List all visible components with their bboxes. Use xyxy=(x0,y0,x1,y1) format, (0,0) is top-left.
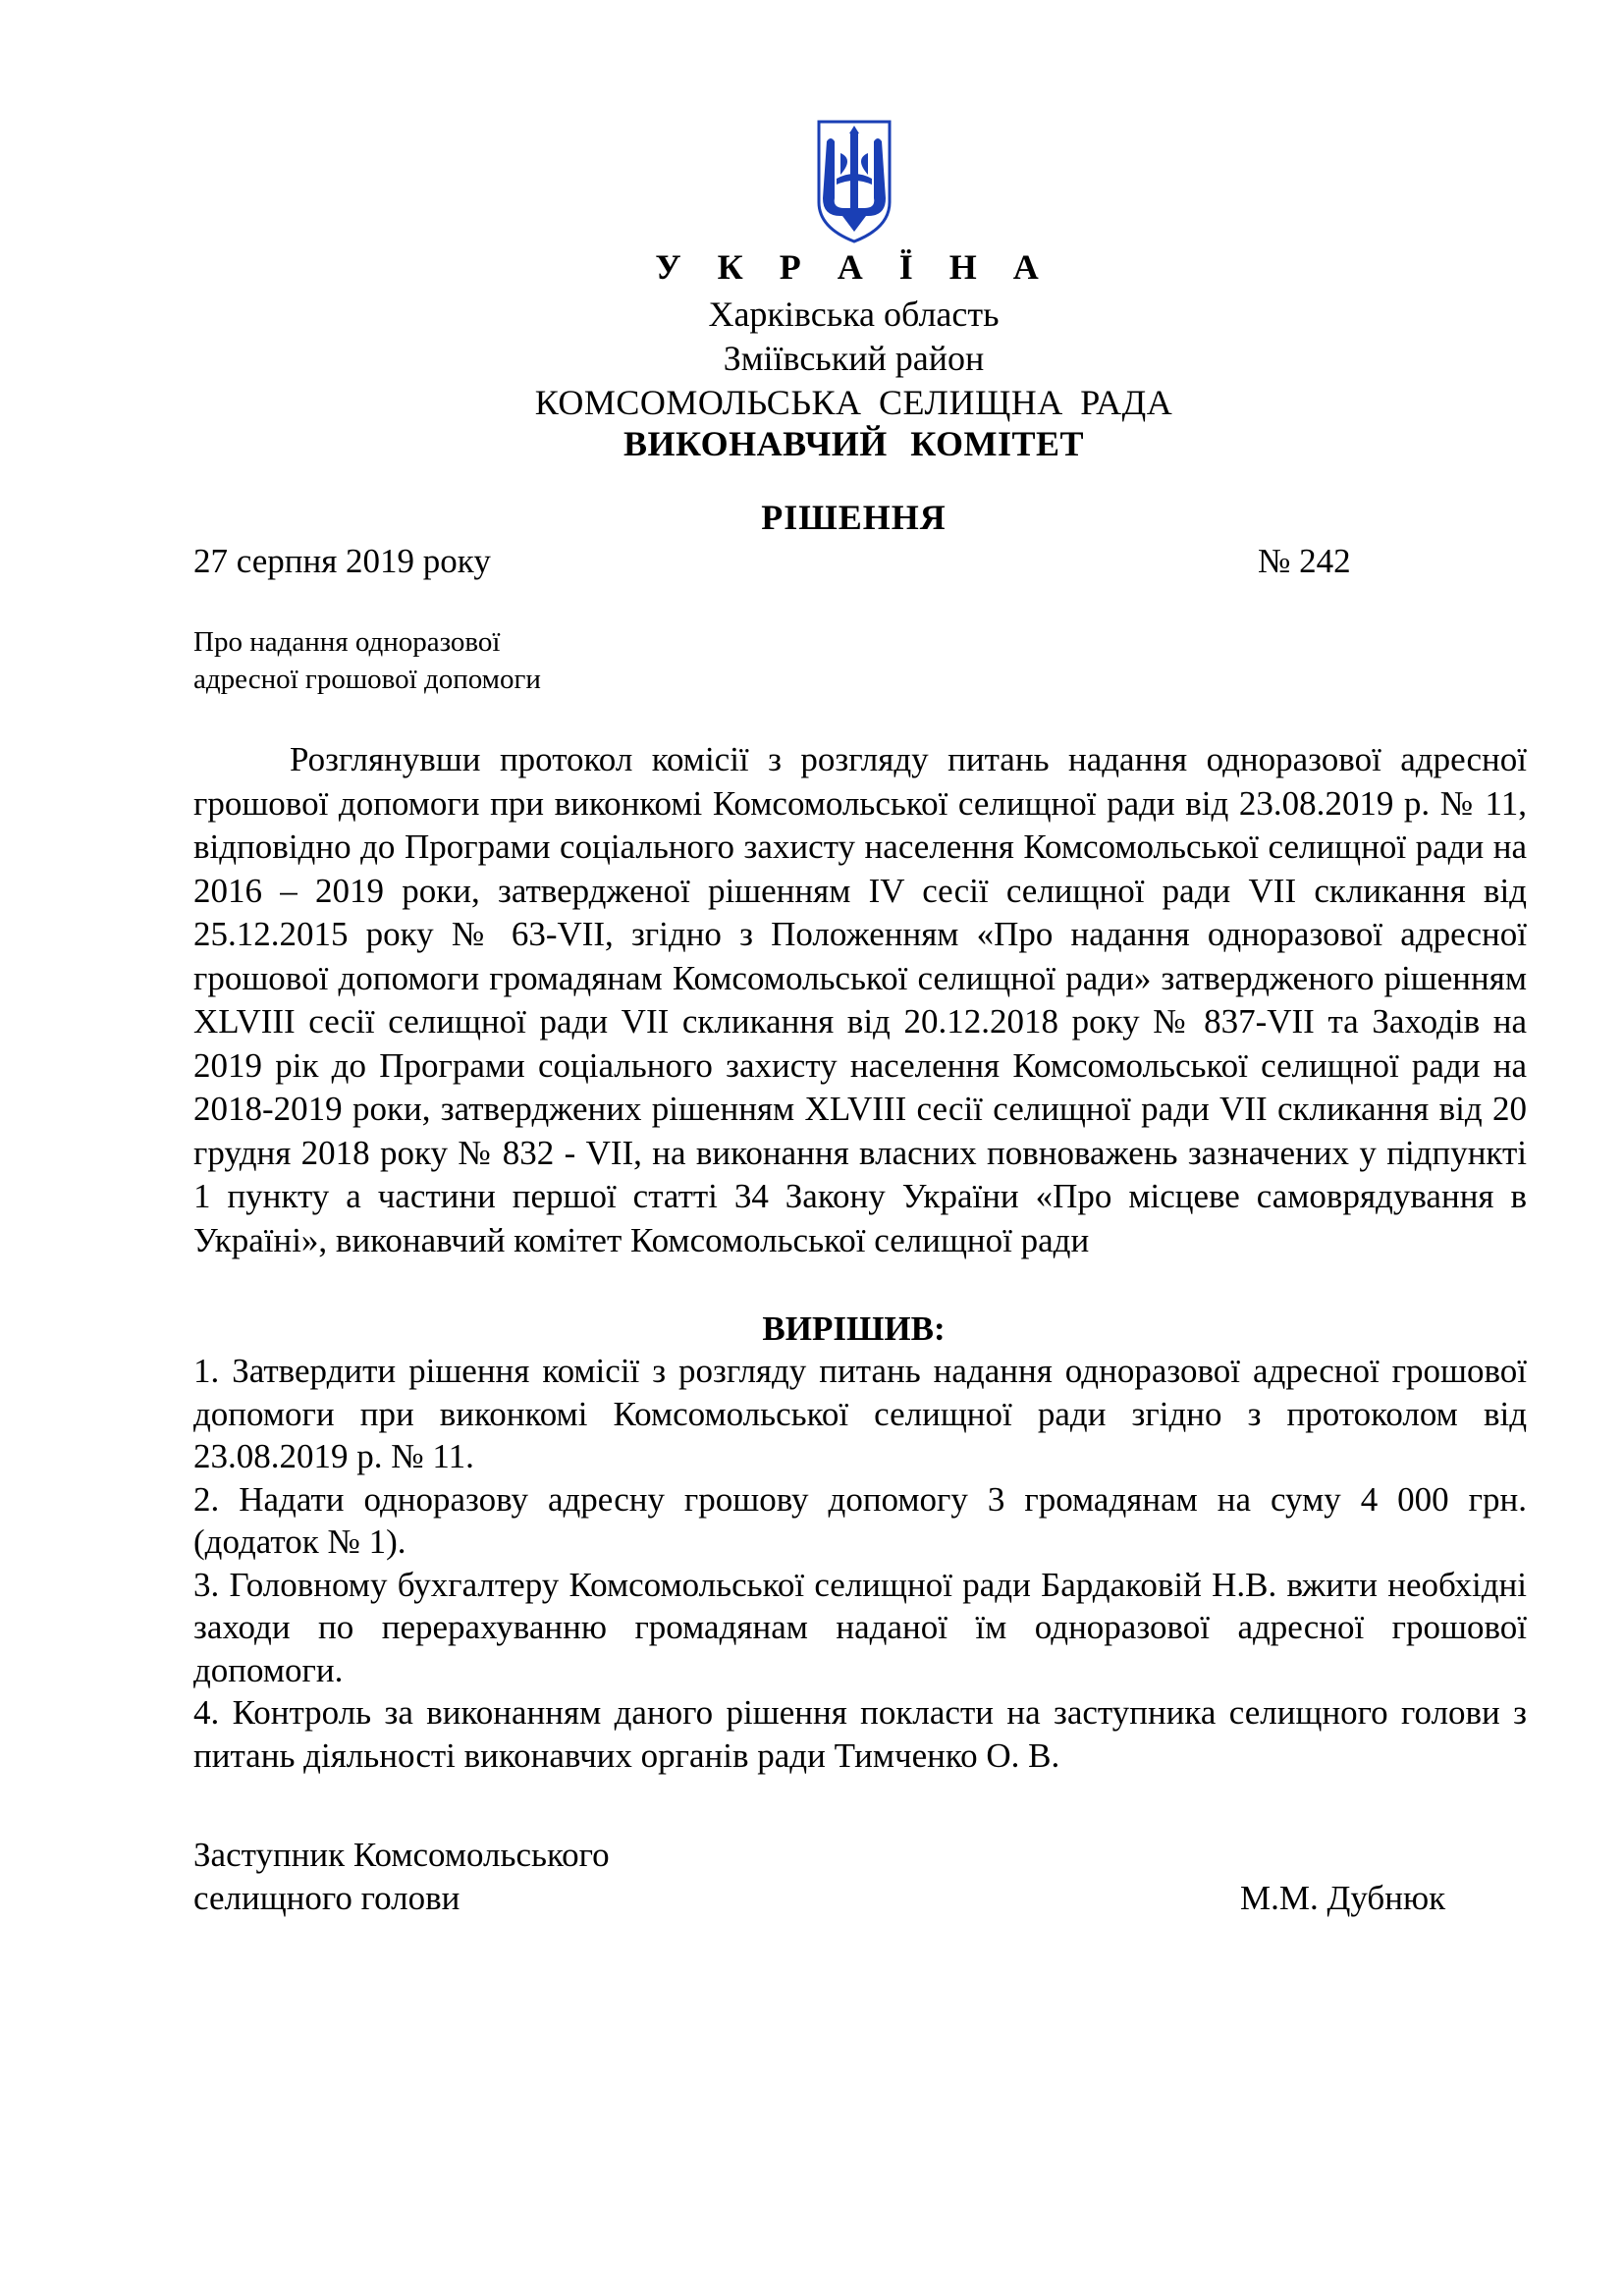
preamble-paragraph: Розглянувши протокол комісії з розгляду питань надання одноразової адресної грошової допомоги при виконкомі Комсомольської селищної ради від 23.08.2019 р. № 11, відповідно до Програми соціального захисту населення Комсомольської селищної ради на 2016 – 2019 роки, затвердженої рішенням IV сесії селищної ради VII скликання від 25.12.2015 року № 63-VII, згідно з Положенням «Про надання одноразової адресної грошової допомоги громадянам Комсомольської селищної ради» затвердженого рішенням XLVIII сесії селищної ради VII скликання від 20.12.2018 року № 837-VII та Заходів на 2019 рік до Програми соціального захисту населення Комсомольської селищної ради на 2018-2019 роки, затверджених рішенням XLVIII сесії селищної ради VII скликання від 20 грудня 2018 року № 832 - VII, на виконання власних повноважень зазначених у підпункті 1 пункту а частини першої статті 34 Закону України «Про місцеве самоврядування в Україні», виконавчий комітет Комсомольської селищної ради xyxy=(193,740,1527,1259)
signatory-title xyxy=(193,1834,610,1920)
signatory-title-line: Заступник Комсомольського xyxy=(193,1836,610,1874)
document-number: № 242 xyxy=(1258,542,1351,580)
raion-line: Зміївський район xyxy=(723,339,985,378)
resolved-heading: ВИРІШИВ: xyxy=(762,1309,946,1348)
subject-line: Про надання одноразової xyxy=(193,626,501,658)
document-date: 27 серпня 2019 року xyxy=(193,542,491,580)
council-name: КОМСОМОЛЬСЬКА СЕЛИЩНА РАДА xyxy=(534,383,1173,422)
resolution-item: 3. Головному бухгалтеру Комсомольської селищної ради Бардаковій Н.В. вжити необхідні заходи по перерахуванню громадянам наданої їм одноразової адресної грошової допомоги. xyxy=(193,1565,1527,1689)
resolution-item: 1. Затвердити рішення комісії з розгляду питань надання одноразової адресної грошової допомоги при виконкомі Комсомольської селищної ради згідно з протоколом від 23.08.2019 р. № 11. xyxy=(193,1352,1527,1475)
resolution-item: 4. Контроль за виконанням даного рішення покласти на заступника селищного голови з питань діяльності виконавчих органів ради Тимченко О. В. xyxy=(193,1693,1527,1775)
resolution-items xyxy=(193,1350,1527,1777)
coat-of-arms-icon xyxy=(813,118,895,245)
subject-line: адресної грошової допомоги xyxy=(193,664,541,695)
signatory-title-line: селищного голови xyxy=(193,1879,460,1917)
document-type-heading: РІШЕННЯ xyxy=(761,498,947,537)
committee-name: ВИКОНАВЧИЙ КОМІТЕТ xyxy=(623,424,1085,463)
oblast-line: Харківська область xyxy=(708,294,1000,334)
document-subject xyxy=(193,623,541,698)
country-heading: У К Р А Ї Н А xyxy=(655,247,1053,287)
signatory-name: М.М. Дубнюк xyxy=(1240,1879,1446,1917)
resolution-item: 2. Надати одноразову адресну грошову допомогу 3 громадянам на суму 4 000 грн. (додаток № 1). xyxy=(193,1479,1527,1561)
